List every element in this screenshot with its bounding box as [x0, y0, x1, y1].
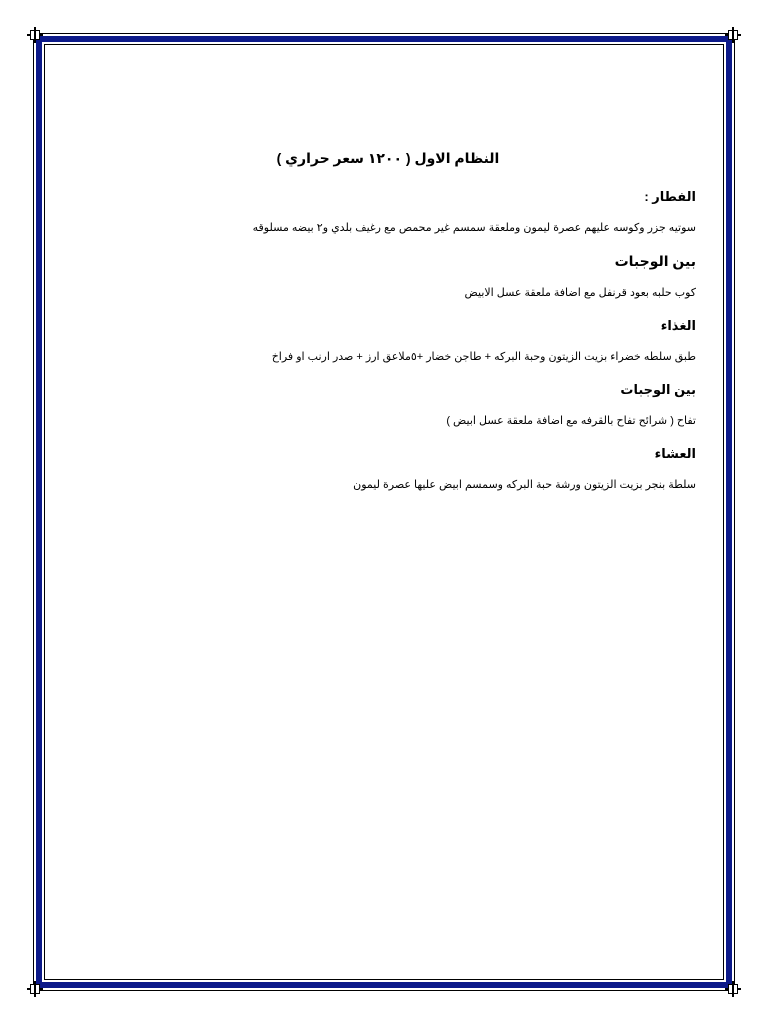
section-heading-snack-2: بين الوجبات — [620, 382, 696, 397]
section-heading-breakfast: الفطار : — [644, 189, 696, 204]
section-body-snack-2: تفاح ( شرائح تفاح بالقرفه مع اضافة ملعقة عسل ابيض ) — [446, 415, 696, 427]
section-body-breakfast: سوتيه جزر وكوسه عليهم عصرة ليمون وملعقة سمسم غير محمص مع رغيف بلدي و٢ بيضه مسلوقه — [252, 222, 696, 234]
corner-ornament-bottom-right — [725, 981, 741, 997]
section-body-snack-1: كوب حلبه بعود قرنفل مع اضافة ملعقة عسل الابيض — [464, 287, 696, 299]
section-heading-lunch: الغذاء — [660, 318, 696, 333]
section-heading-dinner: العشاء — [654, 446, 696, 461]
section-heading-snack-1: بين الوجبات — [614, 253, 696, 269]
section-body-lunch: طبق سلطه خضراء بزيت الزيتون وحبة البركه + طاجن خضار +٥ملاعق ارز + صدر ارنب او فراخ — [271, 351, 696, 363]
corner-ornament-bottom-left — [27, 981, 43, 997]
corner-ornament-top-right — [725, 27, 741, 43]
document-content — [120, 150, 696, 510]
section-body-dinner: سلطة بنجر بزيت الزيتون ورشة حبة البركه وسمسم ابيض عليها عصرة ليمون — [353, 479, 696, 491]
document-title: النظام الاول ( ١٢٠٠ سعر حراري ) — [276, 150, 500, 166]
corner-ornament-top-left — [27, 27, 43, 43]
